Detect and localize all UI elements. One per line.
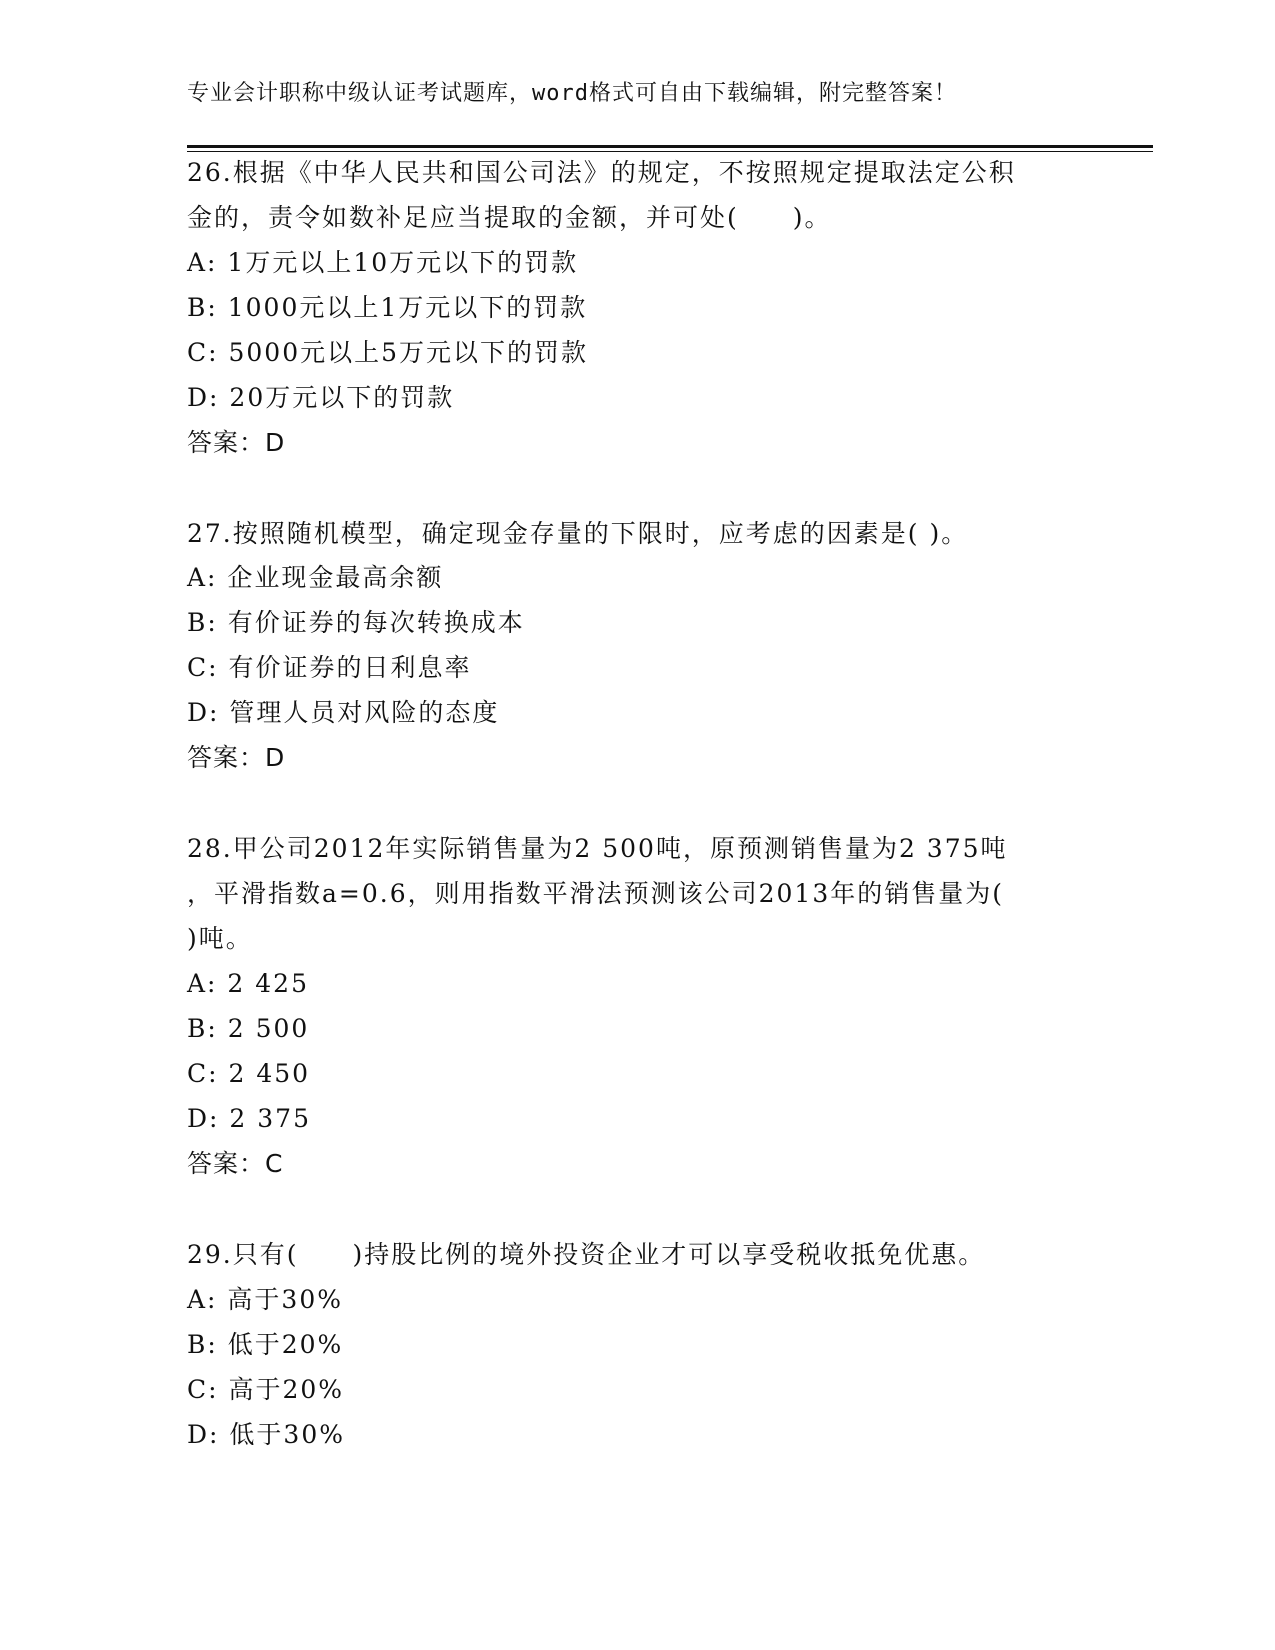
question-26-option-c: C: 5000元以上5万元以下的罚款 bbox=[187, 338, 589, 367]
question-28-option-c: C: 2 450 bbox=[187, 1059, 311, 1088]
header-rule-thick bbox=[187, 145, 1153, 148]
question-28-option-b: B: 2 500 bbox=[187, 1014, 310, 1043]
question-26-option-b: B: 1000元以上1万元以下的罚款 bbox=[187, 293, 588, 322]
question-27-option-a: A: 企业现金最高余额 bbox=[187, 563, 444, 592]
question-26-option-a: A: 1万元以上10万元以下的罚款 bbox=[187, 248, 579, 277]
question-29-option-a: A: 高于30% bbox=[187, 1285, 343, 1314]
question-27-stem-line-1: 27.按照随机模型，确定现金存量的下限时，应考虑的因素是( )。 bbox=[187, 519, 969, 548]
question-27-option-b: B: 有价证券的每次转换成本 bbox=[187, 608, 525, 637]
question-26-option-d: D: 20万元以下的罚款 bbox=[187, 383, 455, 412]
question-27-answer: 答案：D bbox=[187, 743, 286, 772]
page-header: 专业会计职称中级认证考试题库，word格式可自由下载编辑，附完整答案！ bbox=[187, 81, 957, 106]
question-28-answer: 答案：C bbox=[187, 1149, 284, 1178]
question-28-stem-line-2: ，平滑指数a=0.6，则用指数平滑法预测该公司2013年的销售量为( bbox=[187, 879, 1004, 908]
question-29-option-c: C: 高于20% bbox=[187, 1375, 345, 1404]
question-26-stem-line-2: 金的，责令如数补足应当提取的金额，并可处( )。 bbox=[187, 203, 832, 232]
question-28-stem-line-3: )吨。 bbox=[187, 924, 253, 953]
question-29-stem-line-1: 29.只有( )持股比例的境外投资企业才可以享受税收抵免优惠。 bbox=[187, 1240, 986, 1269]
question-27-option-c: C: 有价证券的日利息率 bbox=[187, 653, 472, 682]
question-26-stem-line-1: 26.根据《中华人民共和国公司法》的规定，不按照规定提取法定公积 bbox=[187, 158, 1016, 187]
header-rule-thin bbox=[187, 151, 1153, 152]
question-29-option-b: B: 低于20% bbox=[187, 1330, 344, 1359]
question-28-option-d: D: 2 375 bbox=[187, 1104, 311, 1133]
question-28-option-a: A: 2 425 bbox=[187, 969, 309, 998]
question-29-option-d: D: 低于30% bbox=[187, 1420, 345, 1449]
question-26-answer: 答案：D bbox=[187, 428, 286, 457]
question-27-option-d: D: 管理人员对风险的态度 bbox=[187, 698, 500, 727]
question-28-stem-line-1: 28.甲公司2012年实际销售量为2 500吨，原预测销售量为2 375吨 bbox=[187, 834, 1008, 863]
